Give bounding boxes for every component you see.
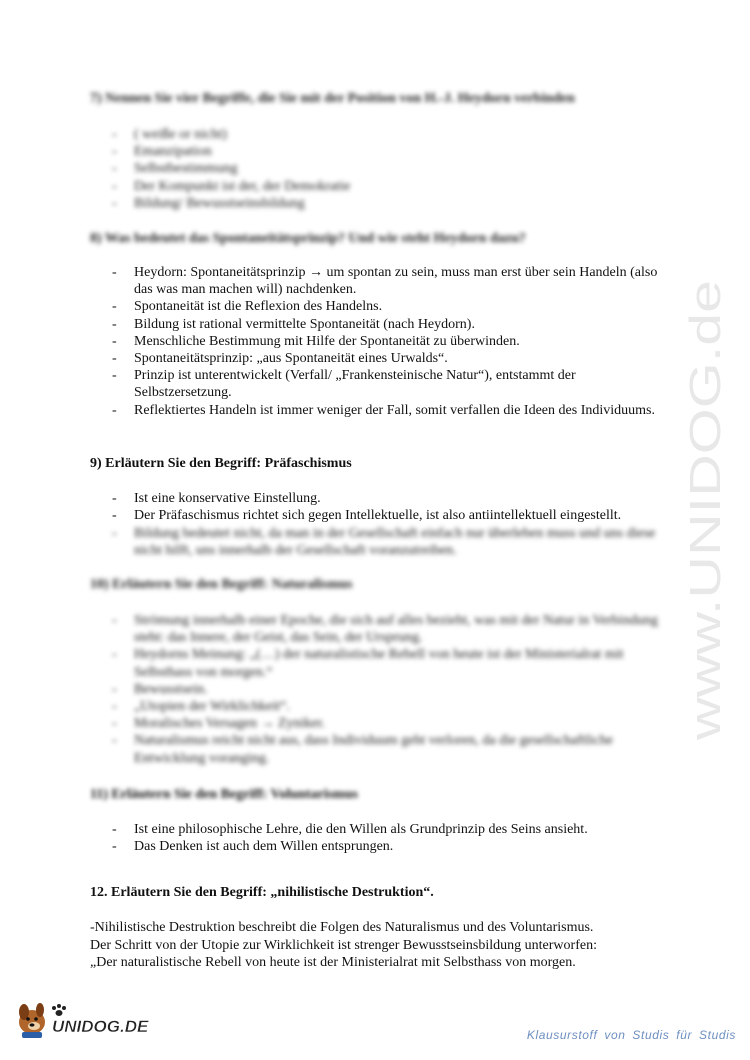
q7-list bbox=[90, 126, 670, 212]
unidog-logo bbox=[12, 996, 162, 1040]
watermark bbox=[670, 270, 740, 740]
list-item: - Naturalismus reicht nicht aus, dass Individuum geht verloren, da die gesellschaftliche Entwicklung voranging. bbox=[90, 732, 670, 766]
q11-list bbox=[90, 821, 670, 855]
q7-heading: 7) Nennen Sie vier Begriffe, die Sie mit der Position von H.-J. Heydorn verbinden bbox=[90, 91, 575, 106]
paragraph-line: „Der naturalistische Rebell von heute ist der Ministerialrat mit Selbsthass von morgen. bbox=[90, 955, 576, 970]
list-item: - Prinzip ist unterentwickelt (Verfall/ „Frankensteinische Natur“), entstammt der Selbstzersetzung. bbox=[90, 367, 670, 401]
list-item: - Heydorn: Spontaneitätsprinzip → um spontan zu sein, muss man erst über sein Handeln (also das was man machen will) nachdenken. bbox=[90, 264, 670, 298]
list-item: - Menschliche Bestimmung mit Hilfe der Spontaneität zu überwinden. bbox=[90, 333, 670, 350]
q9-heading: 9) Erläutern Sie den Begriff: Präfaschismus bbox=[90, 456, 352, 471]
list-item: - Das Denken ist auch dem Willen entsprungen. bbox=[90, 838, 670, 855]
paw-icon bbox=[52, 1004, 66, 1016]
q10-heading: 10) Erläutern Sie den Begriff: Naturalismus bbox=[90, 577, 353, 592]
q12-heading: 12. Erläutern Sie den Begriff: „nihilistische Destruktion“. bbox=[90, 885, 434, 900]
list-item: - „Utopien der Wirklichkeit“. bbox=[90, 698, 670, 715]
q11-heading: 11) Erläutern Sie den Begriff: Voluntarismus bbox=[90, 787, 358, 802]
q10-list bbox=[90, 612, 670, 767]
list-item: - Selbstbestimmung bbox=[90, 160, 670, 177]
dog-icon bbox=[19, 1003, 45, 1038]
q8-heading: 8) Was bedeutet das Spontaneitätsprinzip? Und wie steht Heydorn dazu? bbox=[90, 231, 526, 246]
paragraph-line: -Nihilistische Destruktion beschreibt die Folgen des Naturalismus und des Voluntarismus. bbox=[90, 920, 594, 935]
paragraph-line: Der Schritt von der Utopie zur Wirklichkeit ist strenger Bewusstseinsbildung unterworfen: bbox=[90, 937, 597, 953]
list-item: - Heydorns Meinung: „(…) der naturalistische Rebell von heute ist der Ministerialrat mit Selbsthass von morgen.“ bbox=[90, 646, 670, 680]
list-item: - Spontaneitätsprinzip: „aus Spontaneität eines Urwalds“. bbox=[90, 350, 670, 367]
watermark-text: www.UNIDOG.de bbox=[681, 397, 730, 740]
list-item: - Spontaneität ist die Reflexion des Handelns. bbox=[90, 298, 670, 315]
q8-list bbox=[90, 264, 670, 419]
list-item: - Moralisches Versagen → Zyniker. bbox=[90, 715, 670, 732]
q9-blurred-list bbox=[90, 525, 670, 559]
q12-paragraph bbox=[90, 919, 690, 972]
list-item: - Reflektiertes Handeln ist immer weniger der Fall, somit verfallen die Ideen des Individuums. bbox=[90, 402, 670, 419]
list-item: - Ist eine philosophische Lehre, die den Willen als Grundprinzip des Seins ansieht. bbox=[90, 821, 670, 838]
list-item: - Bildung/ Bewusstseinsbildung bbox=[90, 195, 670, 212]
list-item: - Bildung bedeutet nicht, da man in der Gesellschaft einfach nur überleben muss und uns diese nicht hilft, uns innerhalb der Gesellschaft voranzutreiben. bbox=[90, 525, 670, 559]
q9-list bbox=[90, 490, 670, 524]
list-item: - Bildung ist rational vermittelte Spontaneität (nach Heydorn). bbox=[90, 316, 670, 333]
list-item: - Emanzipation bbox=[90, 143, 670, 160]
footer-tagline: Klausurstoff von Studis für Studis bbox=[526, 1028, 736, 1042]
list-item: - Der Präfaschismus richtet sich gegen Intellektuelle, ist also antiintellektuell eingestellt. bbox=[90, 507, 670, 524]
list-item: - Strömung innerhalb einer Epoche, die sich auf alles bezieht, was mit der Natur in Verbindung steht: das Innere, der Geist, das Sein, der Ursprung. bbox=[90, 612, 670, 646]
list-item: - Der Kompunkt ist der, der Demokratie bbox=[90, 178, 670, 195]
list-item: - Ist eine konservative Einstellung. bbox=[90, 490, 670, 507]
list-item: - Bewusstsein. bbox=[90, 681, 670, 698]
logo-text: UNIDOG.DE bbox=[52, 1017, 149, 1036]
list-item: - ( weiße or nicht) bbox=[90, 126, 670, 143]
